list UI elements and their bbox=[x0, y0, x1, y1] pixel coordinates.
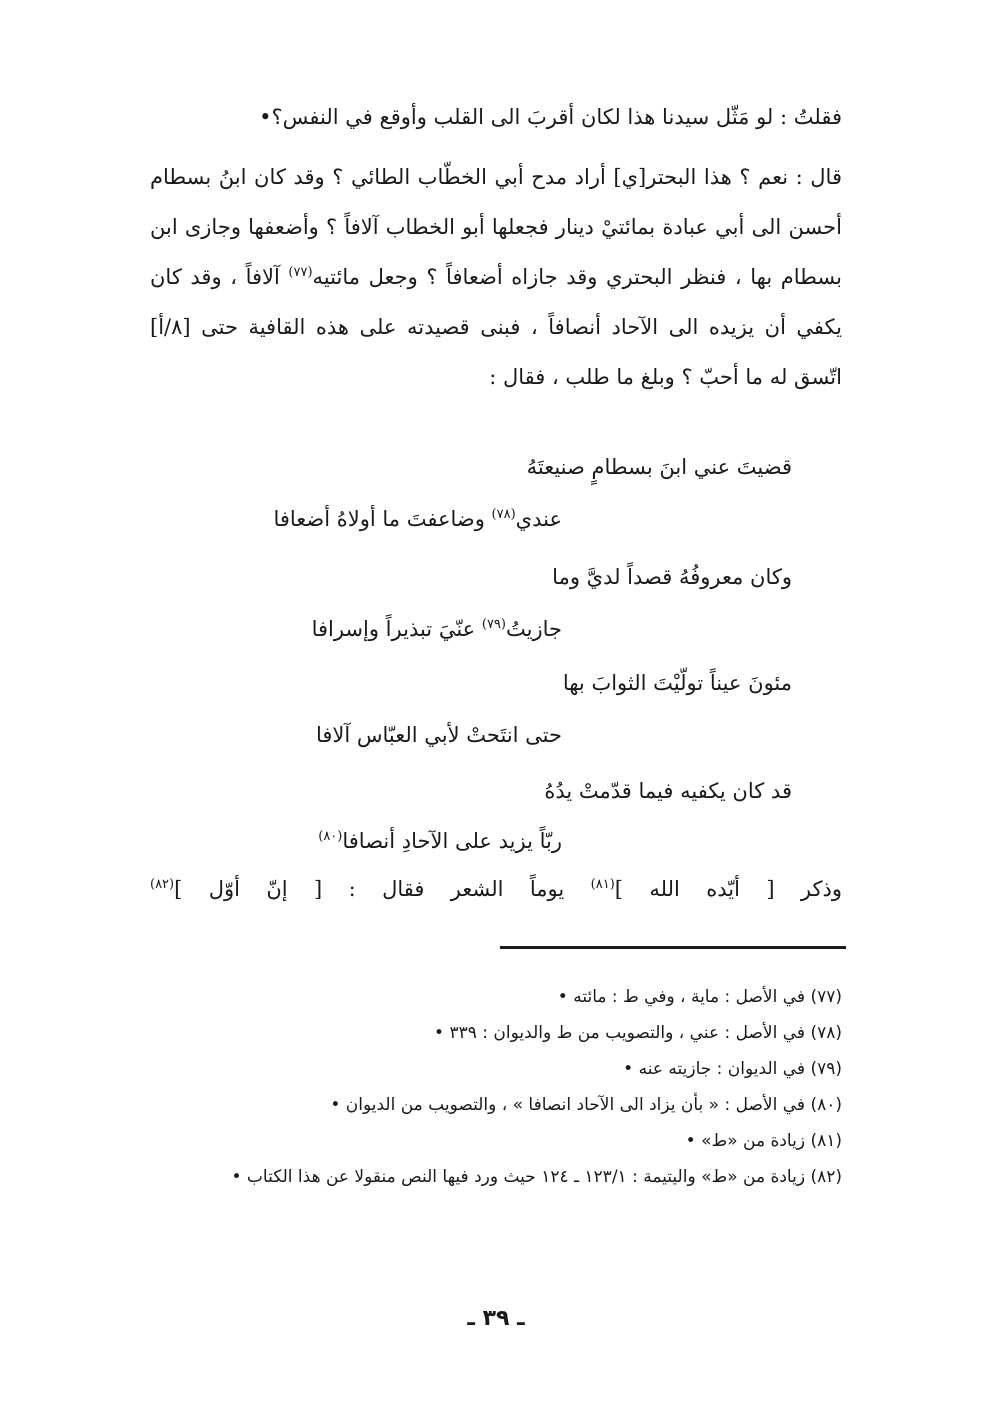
footnote-79: (٧٩) في الديوان : جازيته عنه • bbox=[623, 1059, 842, 1079]
footnote-separator-rule bbox=[500, 946, 846, 949]
verse-3-first-hemistich: مئونَ عيناً تولّيْتَ الثوابَ بها bbox=[562, 671, 792, 695]
footnote-ref-78: (٧٨) bbox=[491, 507, 516, 522]
paragraph-1: فقلتُ : لو مَثّل سيدنا هذا لكان أقربَ الى القلب وأوقع في النفس؟• bbox=[259, 105, 842, 129]
page-number: ـ ٣٩ ـ bbox=[467, 1306, 525, 1331]
verse-2-first-hemistich: وكان معروفُهُ قصداً لديَّ وما bbox=[552, 565, 792, 589]
verse-3-second-hemistich: حتى انتَحتْ لأبي العبّاس آلافا bbox=[315, 723, 562, 747]
footnote-ref-81: (٨١) bbox=[590, 877, 615, 892]
footnote-77: (٧٧) في الأصل : ماية ، وفي ط : مائته • bbox=[557, 987, 842, 1007]
verse-1-first-hemistich: قضيتَ عني ابنَ بسطامٍ صنيعتَهُ bbox=[526, 455, 792, 479]
footnotes bbox=[150, 984, 842, 1200]
footnote-ref-79: (٧٩) bbox=[481, 617, 506, 632]
paragraph-2-part-b: آلافاً ، وقد كان يكفي أن يزيده الى الآحاد أنصافاً ، فبنى قصيدته على هذه القافية حتى [٨/أ] اتّسق له ما أحبّ ؟ وبلغ ما طلب ، فقال : bbox=[150, 265, 842, 389]
main-prose bbox=[150, 92, 842, 402]
footnote-ref-77: (٧٧) bbox=[288, 265, 313, 280]
paragraph-2 bbox=[150, 152, 842, 402]
verse-1-second-hemistich bbox=[273, 504, 792, 534]
paragraph-2-part-a: قال : نعم ؟ هذا البحتر[ي] أراد مدح أبي الخطّاب الطائي ؟ وقد كان ابنُ بسطام أحسن الى أبي عبادة بمائتيْ دينار فجعلها أبو الخطاب آلافاً ؟ وأضعفها وجازى ابن بسطام بها ، فنظر البحتري وقد جازاه أضعافاً ؟ وجعل مائتيه bbox=[150, 165, 842, 289]
footnote-ref-80: (٨٠) bbox=[318, 829, 343, 844]
verse-4-second-hemistich: ربّاً يزيد على الآحادِ أنصافا$^{(٨٠)}$ bbox=[318, 829, 562, 853]
footnote-80: (٨٠) في الأصل : « بأن يزاد الى الآحاد انصافا » ، والتصويب من الديوان • bbox=[330, 1095, 842, 1115]
footnote-ref-82: (٨٢) bbox=[150, 877, 175, 892]
footnote-81: (٨١) زيادة من «ط» • bbox=[685, 1131, 842, 1151]
closing-line: وذكر [ أيّده الله ]$^{(٨١)}$ يوماً الشعر فقال : [ إنّ أوّل ]$^{(٨٢)}$ bbox=[150, 877, 843, 901]
verse-4-first-hemistich: قد كان يكفيه فيما قدّمتْ يدُهُ bbox=[544, 779, 792, 803]
footnote-78: (٧٨) في الأصل : عني ، والتصويب من ط والديوان : ٣٣٩ • bbox=[434, 1023, 842, 1043]
verse-2-second-hemistich: جازيتُ$^{(٧٩)}$ عنّيَ تبذيراً وإسرافا bbox=[311, 617, 562, 641]
verse-1-second-text: عندي$^{(٧٨)}$ وضاعفتَ ما أولاهُ أضعافا bbox=[273, 507, 562, 531]
footnote-82: (٨٢) زيادة من «ط» واليتيمة : ١٢٣/١ ـ ١٢٤ حيث ورد فيها النص منقولا عن هذا الكتاب • bbox=[231, 1167, 842, 1187]
